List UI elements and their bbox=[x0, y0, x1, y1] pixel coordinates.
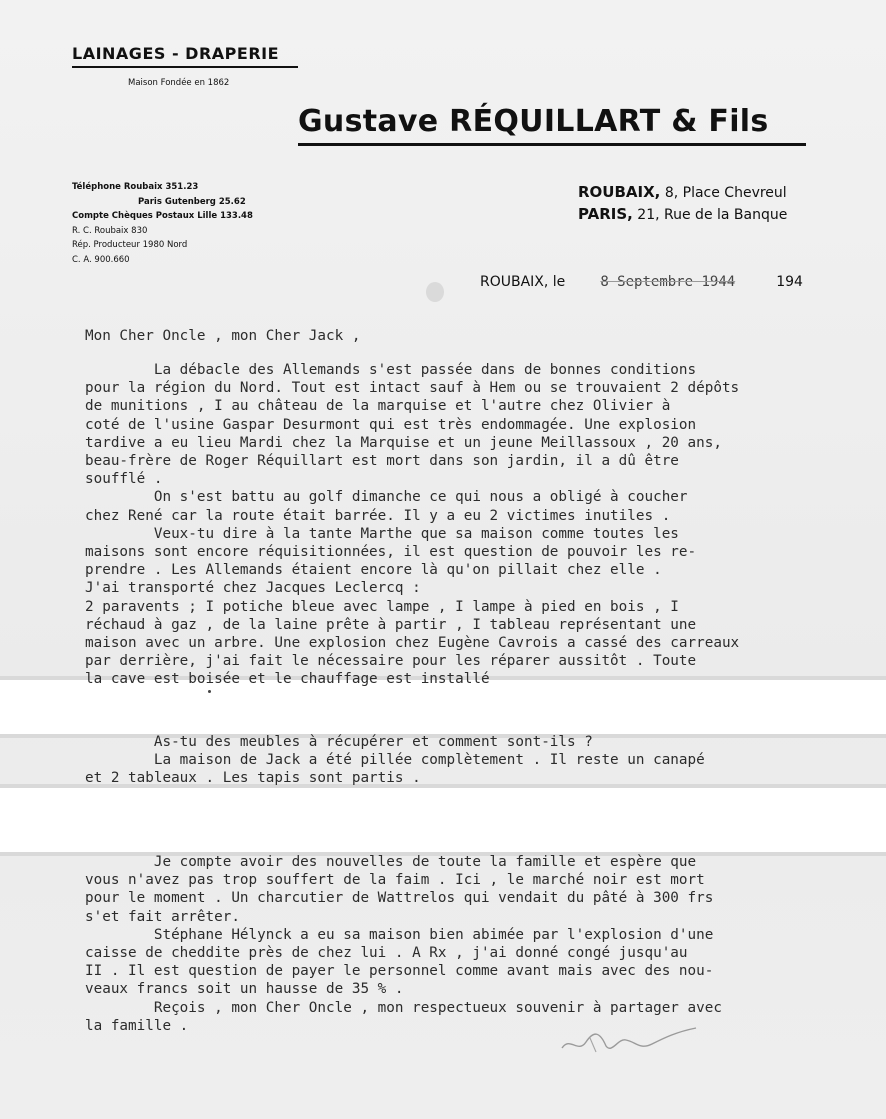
fold-blank-band bbox=[0, 786, 886, 852]
contact-block bbox=[72, 180, 253, 267]
company-name: Gustave RÉQUILLART & Fils bbox=[298, 104, 769, 139]
registry-rc: R. C. Roubaix 830 bbox=[72, 225, 148, 236]
company-rule bbox=[298, 143, 806, 146]
heading-rule bbox=[72, 66, 298, 68]
street-roubaix: 8, Place Chevreul bbox=[660, 185, 787, 201]
registry-ca: C. A. 900.660 bbox=[72, 254, 130, 265]
date-prefix: ROUBAIX, le bbox=[480, 274, 566, 290]
postal-cheques: Compte Chèques Postaux Lille 133.48 bbox=[72, 211, 253, 221]
phone-paris: Paris Gutenberg 25.62 bbox=[138, 196, 246, 207]
date-suffix: 194 bbox=[776, 274, 803, 290]
body-paragraph-2: As-tu des meubles à récupérer et comment sont-ils ? La maison de Jack a été pillée complètement . Il reste un canapé et 2 tableaux . Les tapis sont partis . bbox=[85, 734, 705, 787]
ink-dot bbox=[208, 690, 211, 693]
street-paris: 21, Rue de la Banque bbox=[632, 207, 788, 223]
address-block bbox=[578, 182, 787, 226]
founded-line: Maison Fondée en 1862 bbox=[128, 78, 230, 88]
city-paris: PARIS, bbox=[578, 205, 633, 223]
body-paragraph-1: La débacle des Allemands s'est passée dans de bonnes conditions pour la région du Nord. Tout est intact sauf à Hem ou se trouvaient 2 dépôts de munitions , I au château de la marquise et l'autre chez Olivier à coté de l'usine Gaspar Desurmont qui est très endommagée. Une explosion tardive a eu lieu Mardi chez la Marquise et un jeune Meillassoux , 20 ans, beau-frère de Roger Réquillart est mort dans son jardin, il a dû être soufflé . On s'est battu au golf dimanche ce qui nous a obligé à coucher chez René car la route était barrée. Il y a eu 2 victimes inutiles . Veux-tu dire à la tante Marthe que sa maison comme toutes les maisons sont encore réquisitionnées, il est question de pouvoir les re- prendre . Les Allemands étaient encore là qu'on pillait chez elle . J'ai transporté chez Jacques Leclercq : 2 paravents ; I potiche bleue avec lampe , I lampe à pied en bois , I réchaud à gaz , de la laine prête à partir , I tableau représentant une maison avec un arbre. Une explosion chez Eugène Cavrois a cassé des carreaux par derrière, j'ai fait le nécessaire pour les réparer aussitôt . Toute la cave est boisée et le chauffage est installé bbox=[85, 362, 740, 688]
date-value: 8 Septembre 1944 bbox=[600, 274, 736, 290]
salutation: Mon Cher Oncle , mon Cher Jack , bbox=[85, 328, 361, 344]
phone-roubaix: Téléphone Roubaix 351.23 bbox=[72, 182, 199, 192]
body-paragraph-3: Je compte avoir des nouvelles de toute la famille et espère que vous n'avez pas trop souffert de la faim . Ici , le marché noir est mort pour le moment . Un charcutier de Wattrelos qui vendait du pâté à 300 frs s'et fait arrêter. Stéphane Hélynck a eu sa maison bien abimée par l'explosion d'une caisse de cheddite près de chez lui . A Rx , j'ai donné congé jusqu'au II . Il est question de payer le personnel comme avant mais avec des nou- veaux francs soit un hausse de 35 % . Reçois , mon Cher Oncle , mon respectueux souvenir à partager avec la famille . bbox=[85, 854, 722, 1034]
trade-heading: LAINAGES - DRAPERIE bbox=[72, 44, 280, 63]
handwritten-signature bbox=[556, 1018, 706, 1062]
registry-producer: Rép. Producteur 1980 Nord bbox=[72, 240, 188, 250]
address-roubaix bbox=[578, 182, 787, 204]
address-paris bbox=[578, 204, 787, 226]
date-line bbox=[480, 274, 803, 290]
city-roubaix: ROUBAIX, bbox=[578, 183, 661, 201]
paper-stain bbox=[426, 282, 444, 302]
